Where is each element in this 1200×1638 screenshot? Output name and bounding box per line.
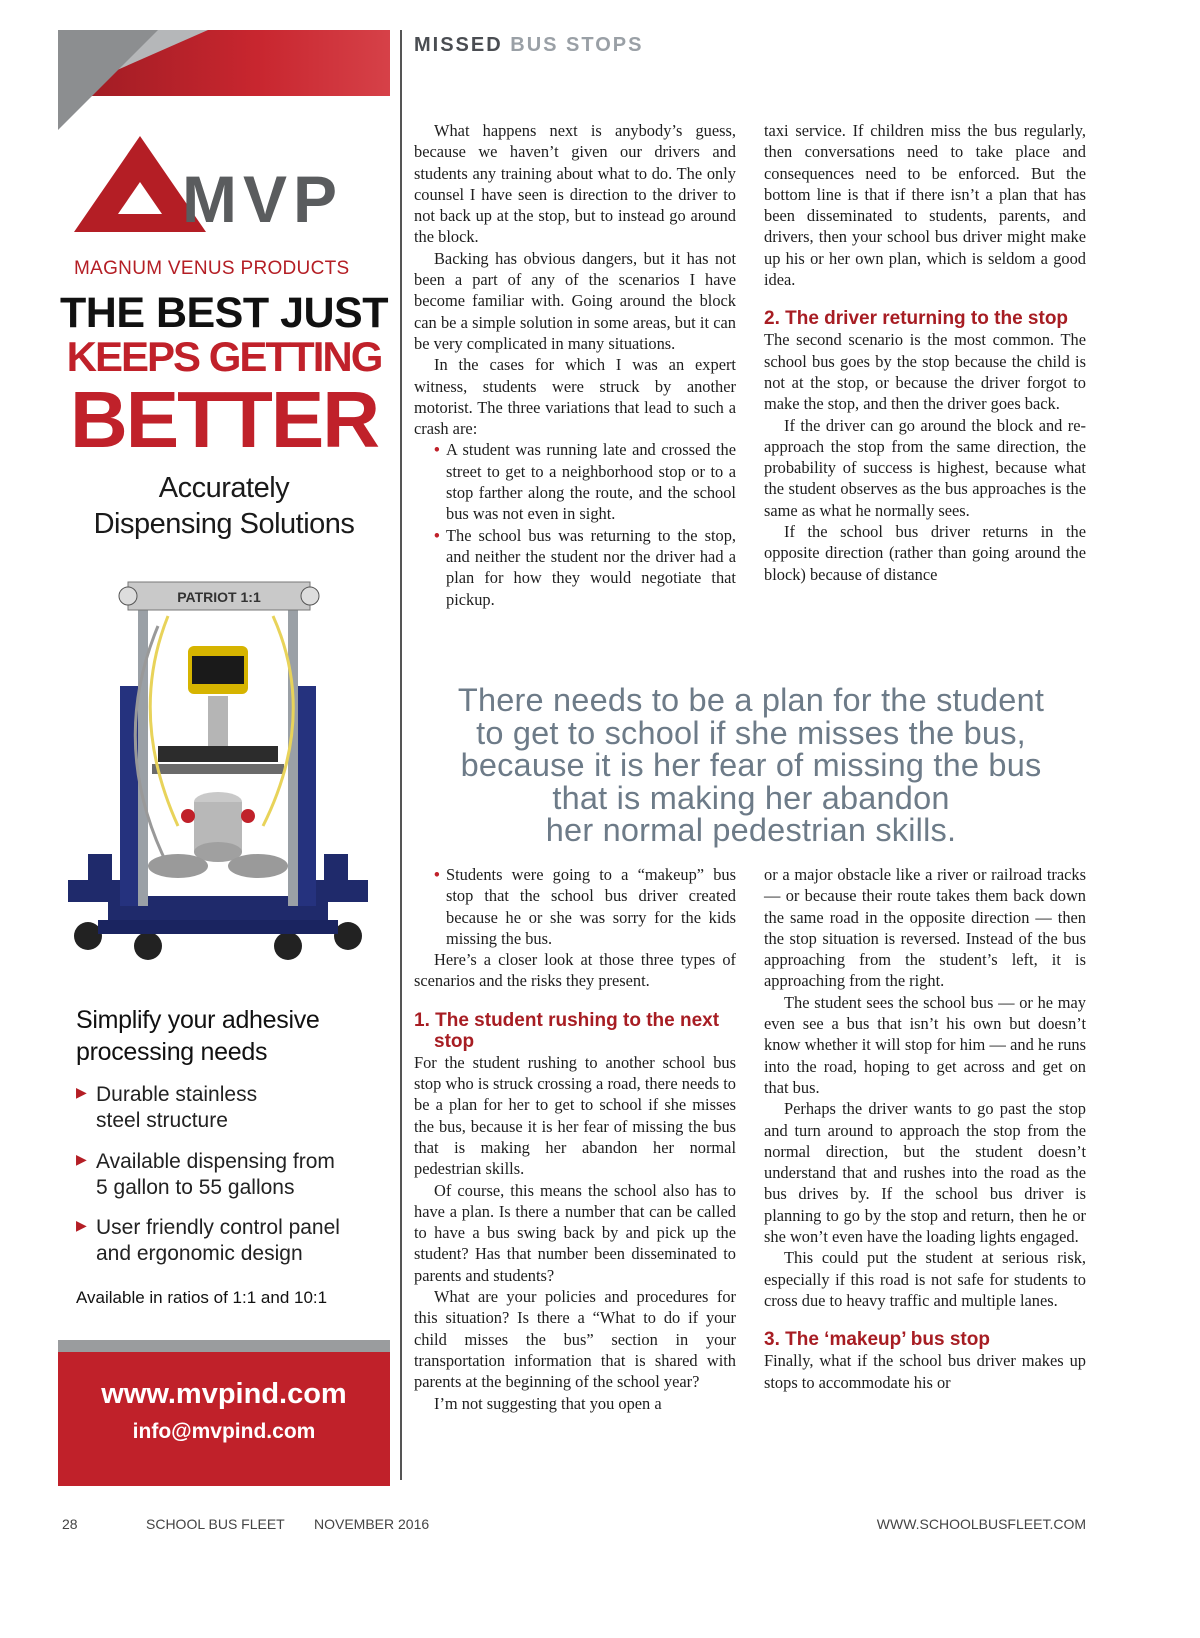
page-footer (0, 1516, 1200, 1540)
bullet-item: • The school bus was returning to the stop, and neither the student nor the driver had a plan for how they would negotiate that pickup. (434, 525, 736, 609)
section-label: MISSED BUS STOPS (414, 34, 644, 56)
bullet-dot-icon: • (434, 525, 440, 545)
advertisement (58, 30, 390, 1560)
article-column-2-top (764, 120, 1086, 585)
column-divider (400, 30, 402, 1480)
paragraph: Finally, what if the school bus driver makes up stops to accommodate his or (764, 1351, 1086, 1392)
article-column-1-top (414, 120, 736, 610)
ad-headline-line3: BETTER (70, 375, 378, 464)
ad-headline-line2: KEEPS GETTING (66, 333, 382, 380)
triangle-bullet-icon: ▶ (76, 1150, 87, 1167)
dispensing-machine-image (68, 576, 368, 976)
feature-item: ▶ Durable stainless steel structure (76, 1083, 258, 1133)
triangle-bullet-icon: ▶ (76, 1084, 87, 1100)
ad-website-link[interactable]: www.mvpind.com (101, 1378, 347, 1410)
company-name: MAGNUM VENUS PRODUCTS (74, 258, 350, 279)
paragraph: What are your policies and procedures for this situation? Is there a “What to do if your child misses the bus” section in your transportation information that is shared with parents at the beginning of the school year? (414, 1287, 736, 1392)
magazine-name: SCHOOL BUS FLEET (146, 1516, 285, 1532)
article-column-1-bottom (414, 864, 736, 1414)
subheading: 3. The ‘makeup’ bus stop (764, 1329, 990, 1351)
triangle-bullet-icon: ▶ (76, 1217, 87, 1233)
paragraph: taxi service. If children miss the bus regularly, then conversations need to take place and consequences need to be enforced. But the bottom line is that if there isn’t a plan that has been disseminated to students, parents, and drivers, then your school bus driver might make up his or her own plan, which is seldom a good idea. (764, 121, 1086, 290)
ad-email-link[interactable]: info@mvpind.com (132, 1420, 316, 1443)
ad-simplify-heading: Simplify your adhesive processing needs (76, 1006, 320, 1066)
machine-label: PATRIOT 1:1 (177, 589, 261, 605)
ad-headline-line1: THE BEST JUST (60, 289, 388, 337)
bullet-dot-icon: • (434, 865, 440, 884)
pull-quote: There needs to be a plan for the student to get to school if she misses the bus, because it is her fear of missing the bus that is making her abandon her normal pedestrian skills. (457, 682, 1045, 848)
bullet-item: • A student was running late and crossed the street to get to a neighborhood stop or to a stop farther along the route, and the school bus was not even in sight. (434, 440, 736, 524)
feature-item: ▶ Available dispensing from 5 gallon to 55 gallons (76, 1149, 335, 1199)
paragraph: Perhaps the driver wants to go past the stop and turn around to approach the stop from the normal direction, but the student doesn’t understand that and rushes into the road as the bus drives by. If the school bus driver is planning to go by the stop and return, then he or she won’t even have the loading lights engaged. (764, 1099, 1086, 1247)
paragraph: I’m not suggesting that you open a (434, 1393, 662, 1413)
ad-contact-band (58, 1340, 390, 1486)
mvp-logo (74, 136, 384, 279)
paragraph: Of course, this means the school also has to have a plan. Is there a number that can be called to have a bus swing back by and pick up the student? Has that number been disseminated to parents and students? (414, 1180, 736, 1285)
paragraph: If the driver can go around the block and re-approach the stop from the same direction, the probability of success is highest, because what the student observes as the bus approaches is the same as what he normally sees. (764, 415, 1086, 520)
subheading: 1. The student rushing to the next stop (414, 1009, 720, 1052)
page-number: 28 (62, 1516, 78, 1532)
ad-contact-band-stripe (58, 1340, 390, 1352)
paragraph: For the student rushing to another school bus stop who is struck crossing a road, there needs to be a plan for her to get to school if she misses the bus, because it is her fear of missing the bus that is making her abandon her normal pedestrian skills. (414, 1052, 736, 1179)
paragraph: Here’s a closer look at those three types of scenarios and the risks they present. (414, 950, 736, 991)
bullet-dot-icon: • (434, 440, 440, 460)
logo-letters: MVP (182, 162, 344, 236)
article-column-2-bottom (764, 864, 1086, 1393)
bullet-item: • Students were going to a “makeup” bus stop that the school bus driver created because he or she was sorry for the kids missing the bus. (434, 865, 736, 948)
paragraph: or a major obstacle like a river or railroad tracks — or because their route takes them back down the same road in the opposite direction — then the stop situation is reversed. Instead of the bus approaching from the student’s left, it is approaching from the right. (764, 865, 1086, 991)
paragraph: What happens next is anybody’s guess, because we haven’t given our drivers and students any training about what to do. The only counsel I have seen is direction to the driver to not back up at the stop, but to instead go around the block. (414, 121, 736, 247)
paragraph: Backing has obvious dangers, but it has not been a part of any of the scenarios I have become familiar with. Going around the block can be a simple solution in some areas, but it can be very complicated in many situations. (414, 248, 736, 353)
ad-tagline: Accurately Dispensing Solutions (93, 472, 355, 541)
ad-top-corner-dark (58, 30, 158, 130)
magazine-website[interactable]: WWW.SCHOOLBUSFLEET.COM (876, 1516, 1086, 1532)
paragraph: The second scenario is the most common. The school bus goes by the stop because the child is not at the stop, or because the driver forgot to make the stop, and then the driver goes back. (764, 330, 1086, 414)
ad-feature-list (76, 1082, 386, 1282)
issue-date: NOVEMBER 2016 (314, 1516, 430, 1532)
feature-item: ▶ User friendly control panel and ergonomic design (76, 1216, 340, 1266)
paragraph: This could put the student at serious risk, especially if this road is not safe for students to cross due to heavy traffic and multiple lanes. (764, 1248, 1086, 1310)
paragraph: The student sees the school bus — or he may even see a bus that isn’t his own but doesn’t know whether it will stop for him — and he runs into the road, hoping to get across and get on that bus. (764, 992, 1086, 1097)
paragraph: If the school bus driver returns in the opposite direction (rather than going around the block) because of distance (764, 522, 1086, 584)
subheading: 2. The driver returning to the stop (764, 308, 1069, 330)
ad-ratios: Available in ratios of 1:1 and 10:1 (76, 1288, 328, 1307)
paragraph: In the cases for which I was an expert witness, students were struck by another motorist. The three variations that lead to such a crash are: (414, 355, 736, 439)
